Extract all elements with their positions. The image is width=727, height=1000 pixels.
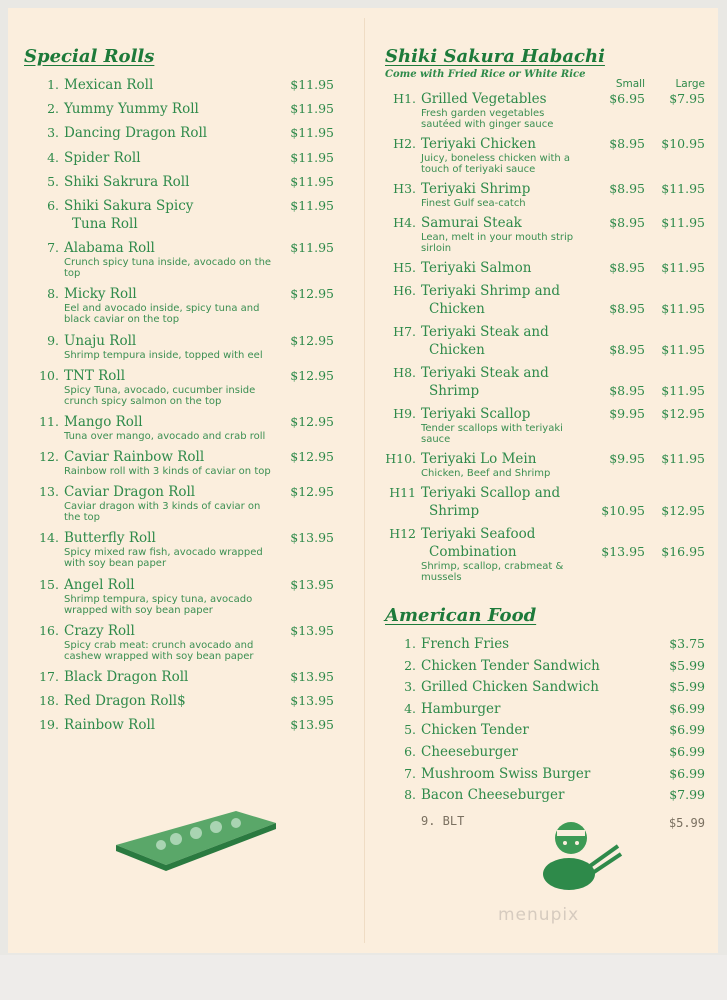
habachi-name (421, 135, 585, 175)
habachi-number: H9. (393, 406, 416, 421)
american-price: $6.99 (669, 700, 705, 716)
habachi-price-small: $8.95 (609, 383, 645, 398)
habachi-name-text: Teriyaki Seafood (421, 526, 536, 542)
habachi-name-text: Samurai Steak (421, 215, 522, 231)
roll-number: 4. (47, 149, 59, 165)
habachi-number: H2. (393, 136, 416, 151)
habachi-number: H3. (393, 181, 416, 196)
roll-number: 5. (47, 173, 59, 189)
american-name: Chicken Tender Sandwich (421, 657, 600, 674)
habachi-item (385, 214, 705, 254)
habachi-number: H10. (385, 451, 416, 466)
habachi-name-text: Teriyaki Lo Mein (421, 451, 537, 467)
american-number: 5. (404, 722, 416, 738)
roll-description: Eel and avocado inside, spicy tuna and black caviar on the top (64, 303, 260, 326)
roll-item (24, 173, 334, 191)
roll-name-text: Crazy Roll (64, 622, 135, 639)
habachi-price-small: $9.95 (609, 406, 645, 421)
handwritten-item: 9. BLT (421, 814, 465, 829)
roll-item (24, 576, 334, 616)
american-name: Chicken Tender (421, 722, 529, 739)
roll-item (24, 332, 334, 361)
roll-name (64, 76, 278, 94)
american-number: 2. (404, 657, 416, 673)
habachi-list (385, 90, 705, 583)
special-rolls-section (24, 46, 334, 741)
chef-mascot-icon (533, 816, 623, 896)
roll-name (64, 149, 278, 167)
american-item (385, 678, 705, 696)
habachi-item (385, 405, 705, 445)
habachi-price-small: $13.95 (601, 544, 645, 559)
watermark: menupix (498, 905, 580, 925)
habachi-name-cont: Shrimp (429, 383, 480, 399)
habachi-number: H11 (389, 485, 416, 500)
habachi-item (385, 450, 705, 479)
handwritten-price: $5.99 (668, 816, 705, 831)
habachi-price-small: $8.95 (609, 260, 645, 275)
habachi-price-large: $16.95 (661, 544, 705, 559)
roll-name (64, 173, 278, 191)
habachi-price-small: $9.95 (609, 451, 645, 466)
roll-number: 19. (39, 717, 59, 733)
habachi-price-large: $10.95 (661, 136, 705, 151)
roll-price: $11.95 (290, 240, 334, 256)
roll-number: 18. (39, 693, 59, 709)
american-price: $5.99 (669, 657, 705, 673)
roll-item (24, 124, 334, 142)
roll-name-text: Butterfly Roll (64, 530, 156, 547)
habachi-price-small: $6.95 (609, 91, 645, 106)
habachi-price-small: $10.95 (601, 503, 645, 518)
american-name: Grilled Chicken Sandwich (421, 679, 599, 696)
habachi-item (385, 364, 705, 400)
roll-item (24, 76, 334, 94)
american-number: 1. (404, 636, 416, 651)
habachi-price-large: $11.95 (661, 383, 705, 398)
habachi-name-text: Teriyaki Scallop and (421, 485, 561, 501)
roll-name (64, 448, 278, 477)
roll-name (64, 716, 278, 734)
habachi-item (385, 323, 705, 359)
roll-number: 1. (47, 77, 59, 92)
habachi-name (421, 259, 585, 277)
american-price: $6.99 (669, 722, 705, 738)
roll-name-text: Shiki Sakrura Roll (64, 173, 190, 190)
roll-name-text: Dancing Dragon Roll (64, 125, 208, 142)
roll-name-text: Angel Roll (64, 576, 135, 593)
habachi-description: Chicken, Beef and Shrimp (421, 468, 551, 479)
roll-name-text: Spider Roll (64, 149, 141, 166)
habachi-price-large: $7.95 (669, 91, 705, 106)
roll-name (64, 529, 278, 569)
habachi-subtitle: Come with Fried Rice or White Rice (385, 69, 586, 80)
habachi-title: Shiki Sakura Habachi (385, 46, 605, 67)
roll-item (24, 692, 334, 710)
menu-page (8, 8, 718, 953)
habachi-name (421, 90, 585, 130)
roll-item (24, 197, 334, 233)
roll-price: $11.95 (290, 197, 334, 213)
roll-number: 11. (39, 413, 59, 429)
roll-price: $13.95 (290, 576, 334, 592)
american-name: Hamburger (421, 700, 501, 717)
roll-item (24, 716, 334, 734)
roll-name-cont: Tuna Roll (72, 215, 138, 232)
page-fold (364, 18, 365, 943)
roll-name (64, 197, 278, 233)
roll-name-text: Rainbow Roll (64, 717, 156, 734)
roll-item (24, 367, 334, 407)
roll-name-text: Red Dragon Roll$ (64, 693, 186, 710)
roll-price: $12.95 (290, 413, 334, 429)
roll-item (24, 622, 334, 662)
roll-price: $12.95 (290, 332, 334, 348)
roll-name (64, 413, 278, 442)
roll-name-text: Micky Roll (64, 286, 137, 303)
roll-price: $13.95 (290, 622, 334, 638)
habachi-name (421, 484, 585, 520)
american-price: $6.99 (669, 743, 705, 759)
roll-number: 2. (47, 101, 59, 117)
habachi-price-small: $8.95 (609, 301, 645, 316)
bottom-strip (0, 955, 727, 1000)
habachi-name-text: Teriyaki Scallop (421, 406, 531, 422)
roll-price: $13.95 (290, 693, 334, 709)
habachi-name (421, 450, 585, 479)
american-price: $3.75 (669, 636, 705, 651)
roll-name-text: Unaju Roll (64, 332, 137, 349)
american-item (385, 635, 705, 653)
roll-description: Shrimp tempura inside, topped with eel (64, 349, 263, 361)
american-food-title: American Food (385, 605, 537, 626)
american-food-list (385, 635, 705, 804)
roll-price: $13.95 (290, 669, 334, 684)
habachi-name-cont: Shrimp (429, 503, 480, 519)
habachi-item (385, 90, 705, 130)
roll-name-text: TNT Roll (64, 367, 126, 384)
habachi-price-large: $12.95 (661, 406, 705, 421)
habachi-price-small: $8.95 (609, 215, 645, 230)
american-price: $5.99 (669, 679, 705, 695)
roll-number: 7. (47, 240, 59, 256)
roll-description: Spicy Tuna, avocado, cucumber inside crunch spicy salmon on the top (64, 384, 256, 407)
habachi-price-large: $11.95 (661, 215, 705, 230)
habachi-name-text: Teriyaki Chicken (421, 136, 536, 152)
roll-item (24, 529, 334, 569)
roll-price: $11.95 (290, 101, 334, 117)
american-name: Bacon Cheeseburger (421, 787, 565, 804)
habachi-name-text: Teriyaki Shrimp and (421, 283, 561, 299)
roll-name-text: Black Dragon Roll (64, 669, 189, 685)
roll-item (24, 149, 334, 167)
roll-name (64, 692, 278, 710)
roll-name (64, 622, 278, 662)
american-name: Cheeseburger (421, 743, 518, 760)
habachi-name-text: Grilled Vegetables (421, 91, 547, 107)
roll-number: 9. (47, 332, 59, 348)
roll-description: Rainbow roll with 3 kinds of caviar on top (64, 466, 271, 478)
habachi-name (421, 323, 585, 359)
roll-name-text: Caviar Dragon Roll (64, 484, 196, 501)
roll-name-text: Mexican Roll (64, 77, 154, 93)
roll-price: $11.95 (290, 77, 334, 92)
habachi-price-large: $11.95 (661, 342, 705, 357)
roll-number: 12. (39, 449, 59, 465)
habachi-description: Juicy, boneless chicken with a touch of teriyaki sauce (421, 153, 571, 175)
habachi-section (385, 46, 705, 832)
habachi-name (421, 364, 585, 400)
roll-price: $12.95 (290, 286, 334, 302)
roll-name (64, 483, 278, 523)
habachi-name-text: Teriyaki Steak and (421, 365, 549, 381)
habachi-name (421, 214, 585, 254)
habachi-price-small: $8.95 (609, 342, 645, 357)
roll-name (64, 668, 278, 686)
roll-description: Shrimp tempura, spicy tuna, avocado wrapped with soy bean paper (64, 593, 253, 616)
roll-number: 13. (39, 484, 59, 500)
special-rolls-list (24, 76, 334, 734)
habachi-number: H1. (393, 91, 416, 106)
roll-item (24, 100, 334, 118)
roll-item (24, 483, 334, 523)
roll-price: $11.95 (290, 149, 334, 165)
roll-number: 6. (47, 197, 59, 213)
habachi-price-small: $8.95 (609, 136, 645, 151)
roll-price: $11.95 (290, 125, 334, 141)
habachi-name-cont: Combination (429, 544, 517, 560)
roll-price: $13.95 (290, 530, 334, 546)
american-number: 4. (404, 700, 416, 716)
sushi-boat-illustration (106, 803, 286, 873)
roll-name-text: Caviar Rainbow Roll (64, 449, 205, 466)
american-number: 3. (404, 679, 416, 695)
habachi-item (385, 525, 705, 583)
american-name: French Fries (421, 636, 510, 652)
roll-description: Crunch spicy tuna inside, avocado on the top (64, 257, 272, 280)
habachi-price-large: $11.95 (661, 181, 705, 196)
roll-name-text: Alabama Roll (64, 240, 155, 257)
habachi-number: H12 (389, 526, 416, 541)
roll-item (24, 285, 334, 325)
habachi-description: Shrimp, scallop, crabmeat & mussels (421, 561, 564, 583)
habachi-name (421, 405, 585, 445)
american-price: $7.99 (669, 787, 705, 803)
roll-price: $12.95 (290, 449, 334, 465)
roll-number: 10. (39, 367, 59, 383)
roll-name (64, 367, 278, 407)
habachi-item (385, 484, 705, 520)
habachi-name-cont: Chicken (429, 301, 485, 317)
roll-number: 3. (47, 125, 59, 141)
roll-name (64, 124, 278, 142)
habachi-item (385, 135, 705, 175)
roll-item (24, 448, 334, 477)
special-rolls-title: Special Rolls (24, 46, 155, 67)
roll-name (64, 332, 278, 361)
habachi-name-text: Teriyaki Steak and (421, 324, 549, 340)
roll-number: 16. (39, 622, 59, 638)
roll-name-text: Mango Roll (64, 413, 143, 430)
american-price: $6.99 (669, 765, 705, 781)
roll-name-text: Yummy Yummy Roll (64, 101, 199, 118)
habachi-item (385, 180, 705, 209)
habachi-item (385, 259, 705, 277)
american-item (385, 721, 705, 739)
roll-price: $12.95 (290, 367, 334, 383)
habachi-item (385, 282, 705, 318)
habachi-number: H6. (393, 283, 416, 298)
habachi-number: H8. (393, 365, 416, 380)
habachi-name-text: Teriyaki Salmon (421, 260, 532, 276)
habachi-description: Tender scallops with teriyaki sauce (421, 423, 563, 445)
roll-description: Caviar dragon with 3 kinds of caviar on the top (64, 501, 261, 524)
roll-price: $12.95 (290, 484, 334, 500)
roll-description: Tuna over mango, avocado and crab roll (64, 430, 266, 442)
roll-description: Spicy crab meat: crunch avocado and cashew wrapped with soy bean paper (64, 639, 254, 662)
american-item (385, 743, 705, 761)
american-item (385, 657, 705, 675)
roll-item (24, 239, 334, 279)
american-number: 8. (404, 787, 416, 803)
habachi-name (421, 180, 585, 209)
habachi-number: H7. (393, 324, 416, 339)
roll-number: 8. (47, 286, 59, 302)
american-item (385, 786, 705, 804)
american-number: 6. (404, 743, 416, 759)
habachi-price-large: $11.95 (661, 260, 705, 275)
roll-name (64, 100, 278, 118)
roll-number: 15. (39, 576, 59, 592)
habachi-description: Lean, melt in your mouth strip sirloin (421, 232, 574, 254)
american-item (385, 765, 705, 783)
roll-number: 14. (39, 530, 59, 546)
roll-price: $11.95 (290, 173, 334, 189)
roll-item (24, 668, 334, 686)
habachi-price-large: $11.95 (661, 301, 705, 316)
roll-number: 17. (39, 669, 59, 684)
habachi-description: Fresh garden vegetables sautéed with ginger sauce (421, 108, 554, 130)
american-number: 7. (404, 765, 416, 781)
roll-name (64, 576, 278, 616)
habachi-description: Finest Gulf sea-catch (421, 198, 526, 209)
roll-name (64, 239, 278, 279)
roll-name-text: Shiki Sakura Spicy (64, 197, 194, 214)
roll-price: $13.95 (290, 717, 334, 733)
roll-description: Spicy mixed raw fish, avocado wrapped with soy bean paper (64, 547, 263, 570)
size-large-label: Large (675, 78, 705, 90)
habachi-number: H4. (393, 215, 416, 230)
habachi-name (421, 525, 585, 583)
habachi-price-large: $12.95 (661, 503, 705, 518)
habachi-name-cont: Chicken (429, 342, 485, 358)
habachi-number: H5. (393, 260, 416, 275)
size-small-label: Small (615, 78, 645, 90)
habachi-name (421, 282, 585, 318)
size-header (385, 78, 705, 90)
habachi-name-text: Teriyaki Shrimp (421, 181, 531, 197)
habachi-price-small: $8.95 (609, 181, 645, 196)
habachi-price-large: $11.95 (661, 451, 705, 466)
roll-item (24, 413, 334, 442)
american-name: Mushroom Swiss Burger (421, 765, 591, 782)
american-item (385, 700, 705, 718)
roll-name (64, 285, 278, 325)
